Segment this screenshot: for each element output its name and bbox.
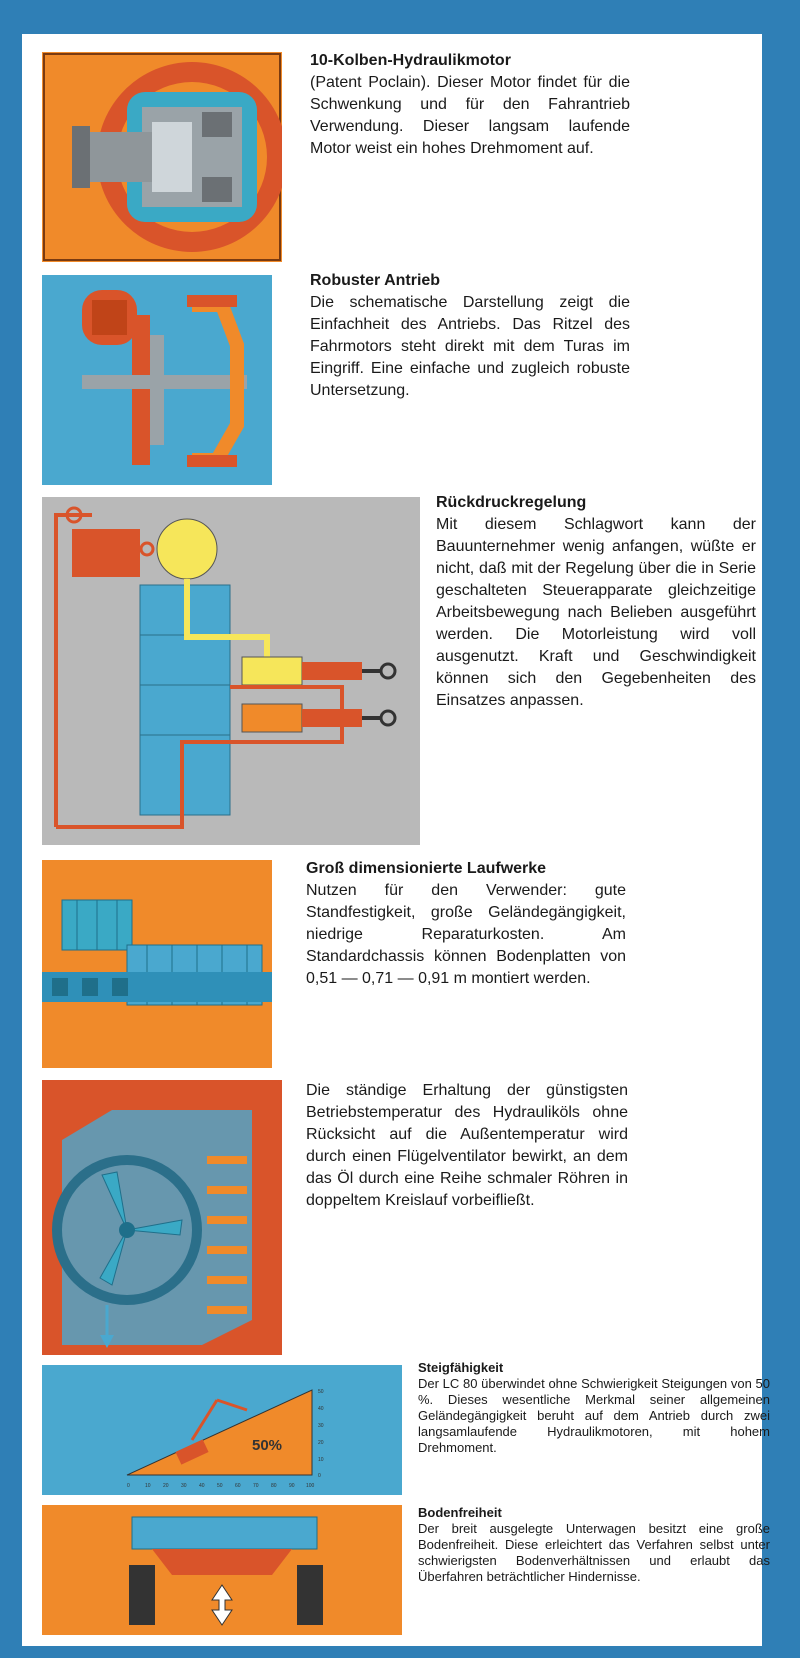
section-title: 10-Kolben-Hydraulikmotor [310,52,511,69]
y-tick: 20 [318,1440,324,1446]
section-title: Robuster Antrieb [310,272,441,289]
oil-cooler-figure [42,1080,282,1355]
x-tick: 70 [253,1483,259,1489]
x-tick: 100 [306,1483,315,1489]
back-pressure-figure [42,497,420,845]
y-tick: 30 [318,1423,324,1429]
slope-percent-label: 50% [252,1437,283,1454]
section-body: Nutzen für den Verwender: gute Standfestigkeit, große Geländegängigkeit, niedrige Reparaturkosten. Am Standardchassis können Bodenplatten von 0,51 — 0,71 — 0,91 m montiert werden. [306,882,626,987]
section-body: Mit diesem Schlagwort kann der Bauunternehmer wenig anfangen, wüßte er nicht, daß mit der Regelung über die in Serie geschalteten Steuerapparate gleichzeitige Arbeitsbewegung nach Belieben ausgeführt werden. Die Motorleistung wird voll ausgenutzt. Kraft und Geschwindigkeit können sich den Gegebenheiten des Einsatzes anpassen. [436,516,756,709]
section-hydraulic-motor [310,50,630,160]
section-title: Groß dimensionierte Laufwerke [306,860,547,877]
section-body: Die schematische Darstellung zeigt die Einfachheit des Antriebs. Das Ritzel des Fahrmotors steht direkt mit dem Turas im Eingriff. Eine einfache und zugleich robuste Untersetzung. [310,294,630,399]
section-title: Rückdruckregelung [436,494,587,511]
section-body: Die ständige Erhaltung der günstigsten Betriebstemperatur des Hydrauliköls ohne Rücksicht auf die Außentemperatur wird durch einen Flügelventilator bewirkt, an dem das Öl durch eine Reihe schmaler Röhren in doppeltem Kreislauf vorbeifließt. [306,1082,628,1209]
x-tick: 30 [181,1483,187,1489]
hydraulic-motor-figure [42,52,282,262]
y-tick: 50 [318,1389,324,1395]
x-tick: 90 [289,1483,295,1489]
x-tick: 60 [235,1483,241,1489]
section-gradeability [418,1360,770,1456]
x-tick: 50 [217,1483,223,1489]
section-body: Der breit ausgelegte Unterwagen besitzt eine große Bodenfreiheit. Diese erleichtert das Verfahren selbst unter schwierigsten Bodenverhältnissen und erlaubt das Überfahren beträchtlicher Hindernisse. [418,1521,770,1584]
section-body: (Patent Poclain). Dieser Motor findet für die Schwenkung und für den Fahrantrieb Verwendung. Dieser langsam laufende Motor weist ein hohes Drehmoment auf. [310,74,630,157]
section-robust-drive [310,270,630,402]
section-oil-cooling [306,1080,628,1212]
section-back-pressure [436,492,756,712]
x-tick: 40 [199,1483,205,1489]
x-tick: 0 [127,1483,130,1489]
y-tick: 0 [318,1473,321,1479]
page-border [0,0,800,34]
section-title: Bodenfreiheit [418,1505,502,1520]
ground-clearance-figure [42,1505,402,1635]
y-tick: 10 [318,1457,324,1463]
x-tick: 20 [163,1483,169,1489]
x-tick: 10 [145,1483,151,1489]
track-figure [42,860,272,1068]
x-tick: 80 [271,1483,277,1489]
y-tick: 40 [318,1406,324,1412]
section-ground-clearance [418,1505,770,1585]
section-body: Der LC 80 überwindet ohne Schwierigkeit Steigungen von 50 %. Dieses wesentliche Merkmal seiner allgemeinen Geländegängigkeit beruht auf dem Antrieb durch zwei langsamlaufende Hydraulikmotoren, mit hohem Drehmoment. [418,1376,770,1455]
section-title: Steigfähigkeit [418,1360,504,1375]
section-undercarriage [306,858,626,990]
drive-schematic-figure [42,275,272,485]
gradeability-figure [42,1365,402,1495]
